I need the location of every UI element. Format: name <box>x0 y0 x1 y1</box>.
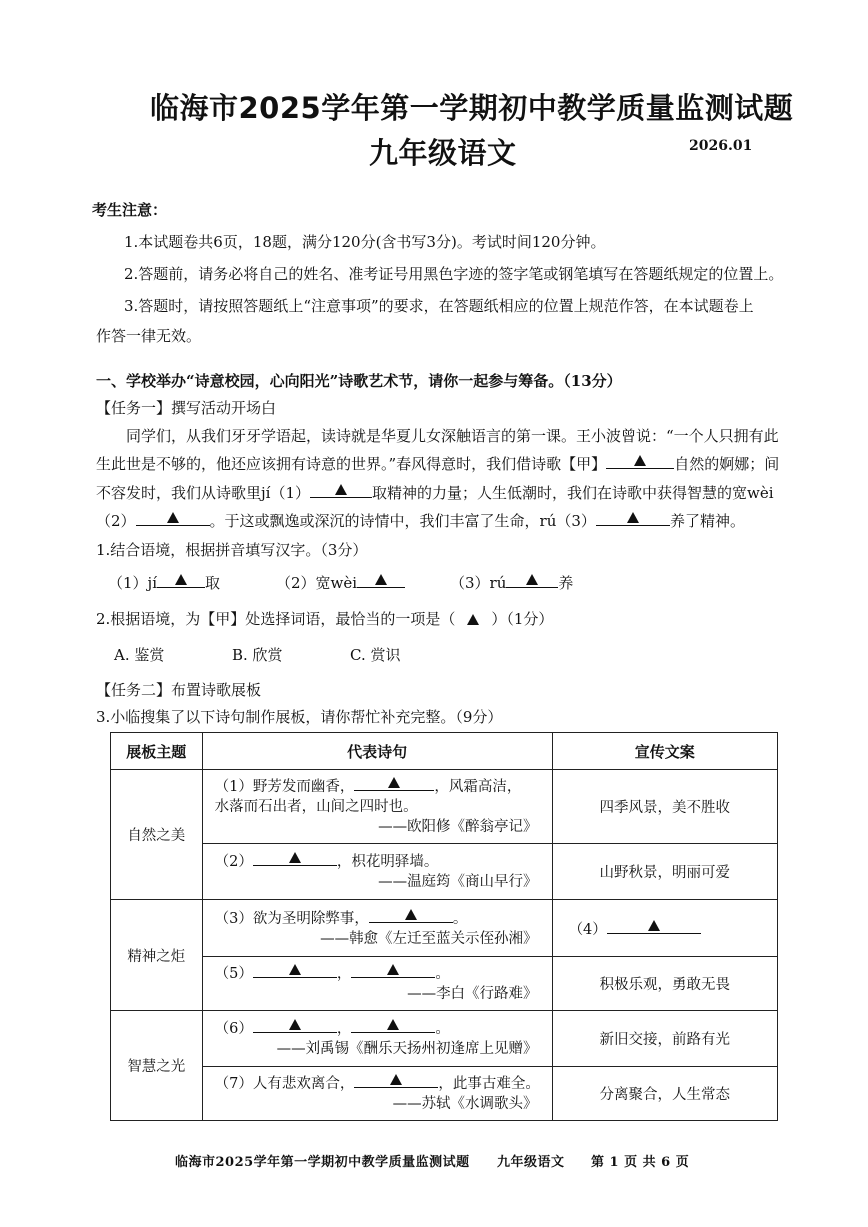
q2-option-c: C. 赏识 <box>350 646 401 664</box>
question-3: 3.小临搜集了以下诗句制作展板，请你帮忙补充完整。（9分） <box>96 708 503 726</box>
passage-text: 生此世是不够的，他还应该拥有诗意的世界。”春风得意时，我们借诗歌【甲】 <box>96 455 607 473</box>
answer-blank <box>253 851 337 866</box>
q1-item-1 <box>108 573 220 593</box>
task1-heading: 【任务一】撰写活动开场白 <box>96 399 277 417</box>
q1-item-3-suffix: 养 <box>558 574 574 592</box>
poem-text: （2） <box>214 854 253 870</box>
passage-line-3 <box>96 483 774 503</box>
poem-cell-4 <box>202 957 552 1011</box>
triangle-icon <box>375 574 387 585</box>
notice-item-1: 1.本试题卷共6页，18题，满分120分(含书写3分)。考试时间120分钟。 <box>124 233 606 251</box>
notice-item-2: 2.答题前，请务必将自己的姓名、准考证号用黑色字迹的签字笔或钢笔填写在答题纸规定的位置上。 <box>124 265 784 283</box>
poem-text: （7）人有悲欢离合， <box>214 1076 355 1092</box>
theme-nature: 自然之美 <box>111 770 203 900</box>
triangle-icon <box>390 1074 402 1085</box>
triangle-icon <box>289 1019 301 1030</box>
notice-item-3: 3.答题时，请按照答题纸上“注意事项”的要求，在答题纸相应的位置上规范作答，在本试题卷上 <box>124 297 754 315</box>
notice-item-3-cont: 作答一律无效。 <box>96 327 202 345</box>
copy-cell-4: 积极乐观，勇敢无畏 <box>552 957 777 1011</box>
triangle-icon <box>467 614 479 625</box>
poem-cell-3 <box>202 900 552 957</box>
poem-board-table <box>110 732 778 1121</box>
table-header-theme: 展板主题 <box>111 733 203 770</box>
passage-line-2 <box>96 454 779 474</box>
poem-source: ——刘禹锡《酬乐天扬州初逢席上见赠》 <box>276 1041 538 1057</box>
triangle-icon <box>387 964 399 975</box>
triangle-icon <box>289 852 301 863</box>
theme-spirit: 精神之炬 <box>111 900 203 1011</box>
poem-text: ， <box>336 966 352 982</box>
poem-text: 。 <box>435 966 450 982</box>
question-1: 1.结合语境，根据拼音填写汉字。（3分） <box>96 541 368 559</box>
table-header-copy: 宣传文案 <box>552 733 777 770</box>
poem-source: ——李白《行路难》 <box>407 986 538 1002</box>
answer-blank <box>351 1018 435 1033</box>
answer-blank <box>369 908 453 923</box>
passage-line-4 <box>96 511 745 531</box>
poem-source: ——苏轼《水调歌头》 <box>392 1096 538 1112</box>
footer-page-number: 第 1 页 共 6 页 <box>591 1155 690 1170</box>
triangle-icon <box>167 512 179 523</box>
answer-blank <box>596 511 670 526</box>
poem-text: （1）野芳发而幽香， <box>214 779 355 795</box>
triangle-icon <box>627 512 639 523</box>
triangle-icon <box>648 920 660 931</box>
answer-blank <box>253 963 337 978</box>
exam-subtitle: 九年级语文 <box>369 136 517 170</box>
poem-cell-2 <box>202 844 552 900</box>
poem-text: ，此事古难全。 <box>438 1076 540 1092</box>
answer-blank <box>354 1073 438 1088</box>
poem-cell-1 <box>202 770 552 844</box>
poem-source: ——欧阳修《醉翁亭记》 <box>378 819 538 835</box>
q2-score: ）（1分） <box>491 610 554 628</box>
q1-item-1-label: （1）jí <box>108 574 157 592</box>
poem-source: ——温庭筠《商山早行》 <box>378 874 538 890</box>
answer-blank <box>253 1018 337 1033</box>
poem-source: ——韩愈《左迁至蓝关示侄孙湘》 <box>320 930 538 947</box>
exam-title: 临海市2025学年第一学期初中教学质量监测试题 <box>150 91 794 125</box>
triangle-icon <box>175 574 187 585</box>
question-2 <box>96 609 553 629</box>
footer-subject: 九年级语文 <box>497 1155 565 1170</box>
copy-cell-1: 四季风景，美不胜收 <box>552 770 777 844</box>
passage-text: 取精神的力量；人生低潮时，我们在诗歌中获得智慧的宽wèi <box>372 484 774 502</box>
theme-wisdom: 智慧之光 <box>111 1011 203 1121</box>
poem-text: 。 <box>435 1021 450 1037</box>
answer-blank <box>357 573 405 588</box>
poem-text: ， <box>336 1021 352 1037</box>
passage-text: 自然的婀娜；间 <box>674 455 780 473</box>
poem-text: ，风霜高洁， <box>434 779 522 795</box>
copy-cell-3 <box>552 900 777 957</box>
answer-blank <box>157 573 205 588</box>
triangle-icon <box>388 777 400 788</box>
poem-text: 水落而石出者，山间之四时也。 <box>214 799 418 815</box>
triangle-icon <box>289 964 301 975</box>
task2-heading: 【任务二】布置诗歌展板 <box>96 681 262 699</box>
poem-text: 。 <box>452 910 468 927</box>
poem-text: ，枳花明驿墙。 <box>336 854 439 870</box>
poem-cell-5 <box>202 1011 552 1067</box>
exam-date: 2026.01 <box>689 138 753 154</box>
passage-text: 养了精神。 <box>669 512 745 530</box>
triangle-icon <box>405 909 417 920</box>
answer-blank <box>606 454 674 469</box>
notice-heading: 考生注意： <box>92 201 168 219</box>
q1-item-2-label: （2）宽wèi <box>276 574 358 592</box>
answer-blank <box>354 776 434 791</box>
table-header-poems: 代表诗句 <box>202 733 552 770</box>
passage-line-1: 同学们，从我们牙牙学语起，读诗就是华夏儿女深触语言的第一课。王小波曾说：“一个人只拥有此 <box>126 427 779 445</box>
answer-blank <box>607 919 701 934</box>
copy-cell-5: 新旧交接，前路有光 <box>552 1011 777 1067</box>
passage-text: 不容发时，我们从诗歌里jí（1） <box>96 484 310 502</box>
answer-blank <box>506 573 558 588</box>
q2-option-a: A. 鉴赏 <box>114 646 165 664</box>
poem-text: （6） <box>214 1021 253 1037</box>
q2-option-b: B. 欣赏 <box>232 646 283 664</box>
q2-text: 2.根据语境，为【甲】处选择词语，最恰当的一项是（ <box>96 610 456 628</box>
triangle-icon <box>634 455 646 466</box>
copy-cell-2: 山野秋景，明丽可爱 <box>552 844 777 900</box>
triangle-icon <box>526 574 538 585</box>
triangle-icon <box>335 484 347 495</box>
answer-blank <box>136 511 210 526</box>
copy-label: （4） <box>568 921 607 938</box>
answer-blank <box>351 963 435 978</box>
poem-text: （5） <box>214 966 253 982</box>
q1-item-1-suffix: 取 <box>205 574 221 592</box>
q1-item-3 <box>450 573 573 593</box>
q1-item-2 <box>276 573 405 593</box>
passage-text: 。于这或飘逸或深沉的诗情中，我们丰富了生命，rú（3） <box>209 512 596 530</box>
poem-cell-6 <box>202 1067 552 1121</box>
copy-cell-6: 分离聚合，人生常态 <box>552 1067 777 1121</box>
q1-item-3-label: （3）rú <box>450 574 507 592</box>
footer-exam-title: 临海市2025学年第一学期初中教学质量监测试题 <box>175 1155 470 1170</box>
triangle-icon <box>387 1019 399 1030</box>
passage-text: （2） <box>96 512 136 530</box>
section-heading: 一、学校举办“诗意校园，心向阳光”诗歌艺术节，请你一起参与筹备。（13分） <box>96 372 622 390</box>
poem-text: （3）欲为圣明除弊事， <box>214 910 369 927</box>
answer-blank <box>310 483 372 498</box>
